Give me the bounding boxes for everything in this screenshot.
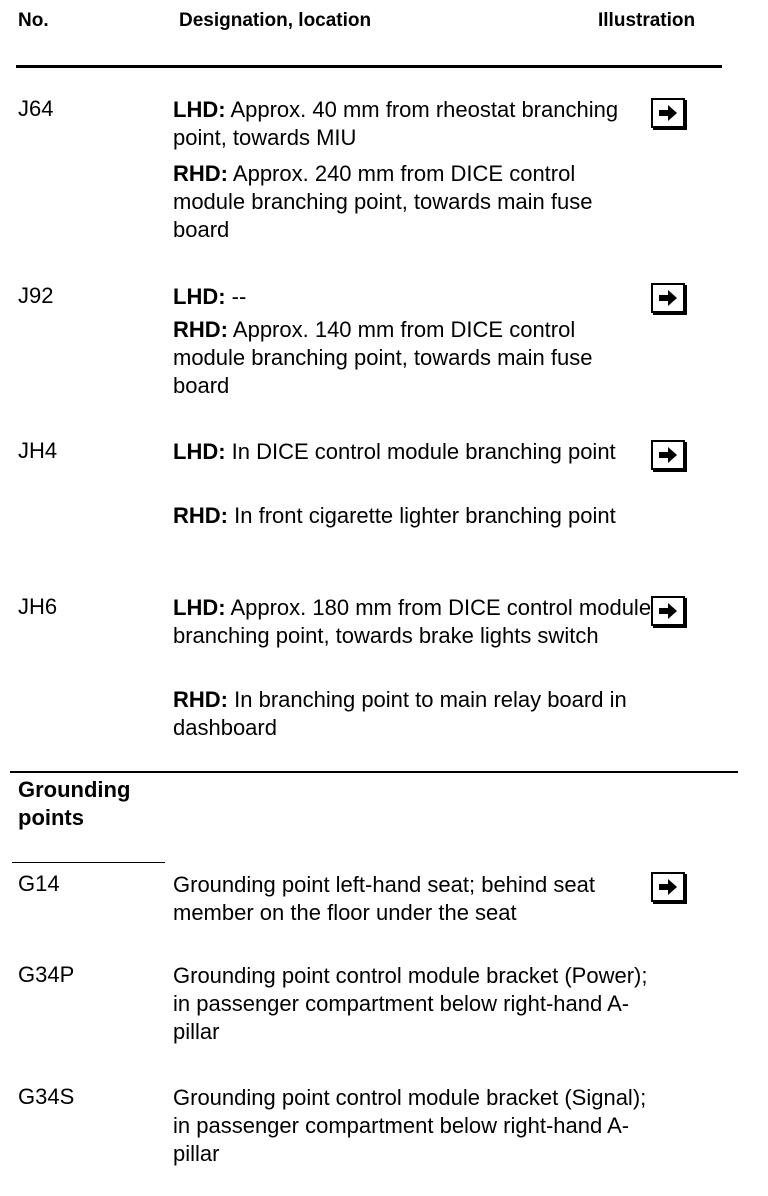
lhd-text: In DICE control module branching point xyxy=(231,439,616,464)
lhd-label: LHD: xyxy=(173,97,226,122)
grounding-location: Grounding point control module bracket (Signal); in passenger compartment below right-hand A-pillar xyxy=(173,1085,647,1166)
rhd-label: RHD: xyxy=(173,687,228,712)
rhd-text: Approx. 140 mm from DICE control module branching point, towards main fuse board xyxy=(173,317,593,398)
arrow-right-icon[interactable] xyxy=(651,596,685,626)
arrow-right-icon[interactable] xyxy=(651,283,685,313)
grounding-location: Grounding point control module bracket (Power); in passenger compartment below right-hand A-pillar xyxy=(173,963,648,1044)
lhd-location xyxy=(173,594,653,650)
section-title: Grounding points xyxy=(18,777,131,830)
rhd-location xyxy=(173,316,653,400)
header-designation: Designation, location xyxy=(179,10,372,31)
lhd-label: LHD: xyxy=(173,595,226,620)
row-number: G34P xyxy=(18,962,75,987)
lhd-text: -- xyxy=(231,284,247,309)
header-no: No. xyxy=(18,10,49,31)
rhd-text: Approx. 240 mm from DICE control module branching point, towards main fuse board xyxy=(173,161,593,242)
lhd-location xyxy=(173,283,653,311)
row-number: JH4 xyxy=(18,438,58,463)
header-divider xyxy=(16,65,722,68)
lhd-location xyxy=(173,96,653,152)
rhd-label: RHD: xyxy=(173,317,228,342)
rhd-text: In branching point to main relay board in dashboard xyxy=(173,687,627,740)
lhd-text: Approx. 180 mm from DICE control module branching point, towards brake lights switch xyxy=(173,595,652,648)
rhd-location xyxy=(173,502,653,530)
rhd-label: RHD: xyxy=(173,161,228,186)
row-number: G14 xyxy=(18,871,60,896)
rhd-text: In front cigarette lighter branching point xyxy=(234,503,616,528)
lhd-text: Approx. 40 mm from rheostat branching point, towards MIU xyxy=(173,97,619,150)
section-title-underline xyxy=(12,862,165,863)
lhd-label: LHD: xyxy=(173,284,226,309)
row-number: G34S xyxy=(18,1084,75,1109)
rhd-label: RHD: xyxy=(173,503,228,528)
row-number: JH6 xyxy=(18,594,58,619)
row-number: J64 xyxy=(18,96,54,121)
header-illustration: Illustration xyxy=(598,10,696,31)
rhd-location xyxy=(173,686,653,742)
lhd-location xyxy=(173,438,653,466)
arrow-right-icon[interactable] xyxy=(651,872,685,902)
rhd-location xyxy=(173,160,653,244)
arrow-right-icon[interactable] xyxy=(651,98,685,128)
arrow-right-icon[interactable] xyxy=(651,440,685,470)
grounding-location: Grounding point left-hand seat; behind seat member on the floor under the seat xyxy=(173,872,595,925)
row-number: J92 xyxy=(18,283,54,308)
section-divider xyxy=(10,771,738,773)
lhd-label: LHD: xyxy=(173,439,226,464)
